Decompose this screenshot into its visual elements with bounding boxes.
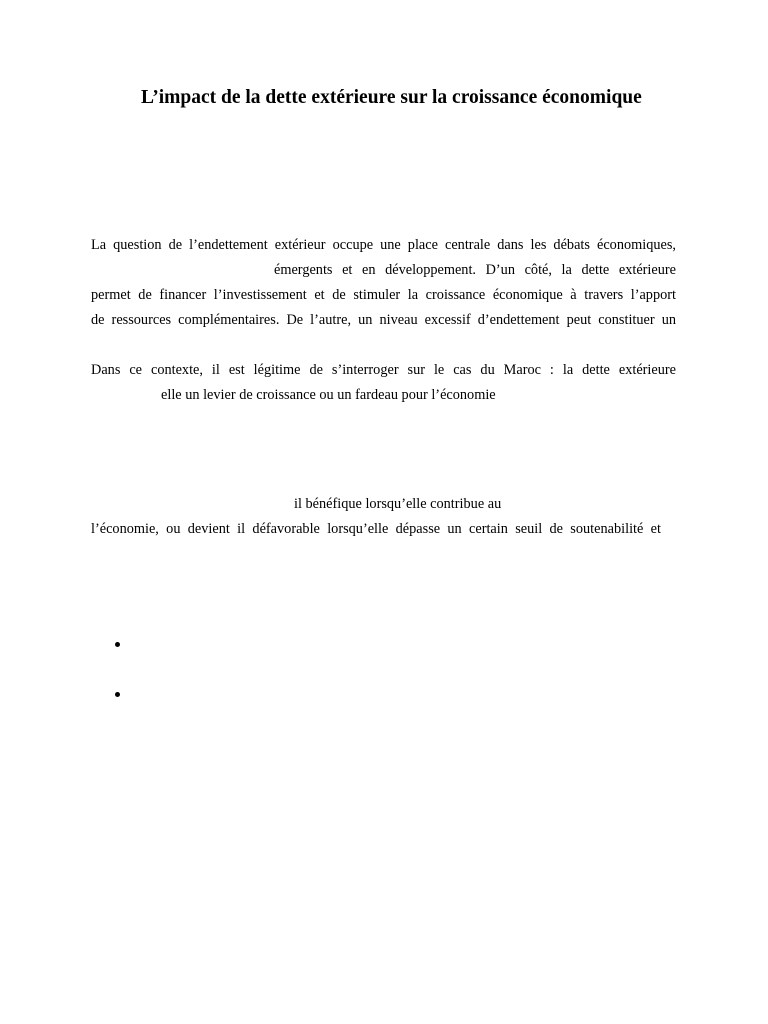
paragraph-line: l’économie, ou devient il défavorable lorsqu’elle dépasse un certain seuil de soutenabilité et (91, 521, 661, 537)
paragraph-line: permet de financer l’investissement et de stimuler la croissance économique à travers l’apport (91, 287, 676, 303)
bullet-icon (115, 642, 120, 647)
paragraph-line: de ressources complémentaires. De l’autre, un niveau excessif d’endettement peut constituer un (91, 312, 676, 328)
paragraph-line: La question de l’endettement extérieur occupe une place centrale dans les débats économiques, (91, 237, 676, 253)
paragraph-line: Dans ce contexte, il est légitime de s’interroger sur le cas du Maroc : la dette extérieure (91, 362, 676, 378)
document-title: L’impact de la dette extérieure sur la croissance économique (141, 87, 642, 108)
bullet-icon (115, 692, 120, 697)
paragraph-line: elle un levier de croissance ou un fardeau pour l’économie (161, 387, 496, 403)
paragraph-line: il bénéfique lorsqu’elle contribue au (294, 496, 502, 512)
paragraph-line: émergents et en développement. D’un côté, la dette extérieure (274, 262, 676, 278)
